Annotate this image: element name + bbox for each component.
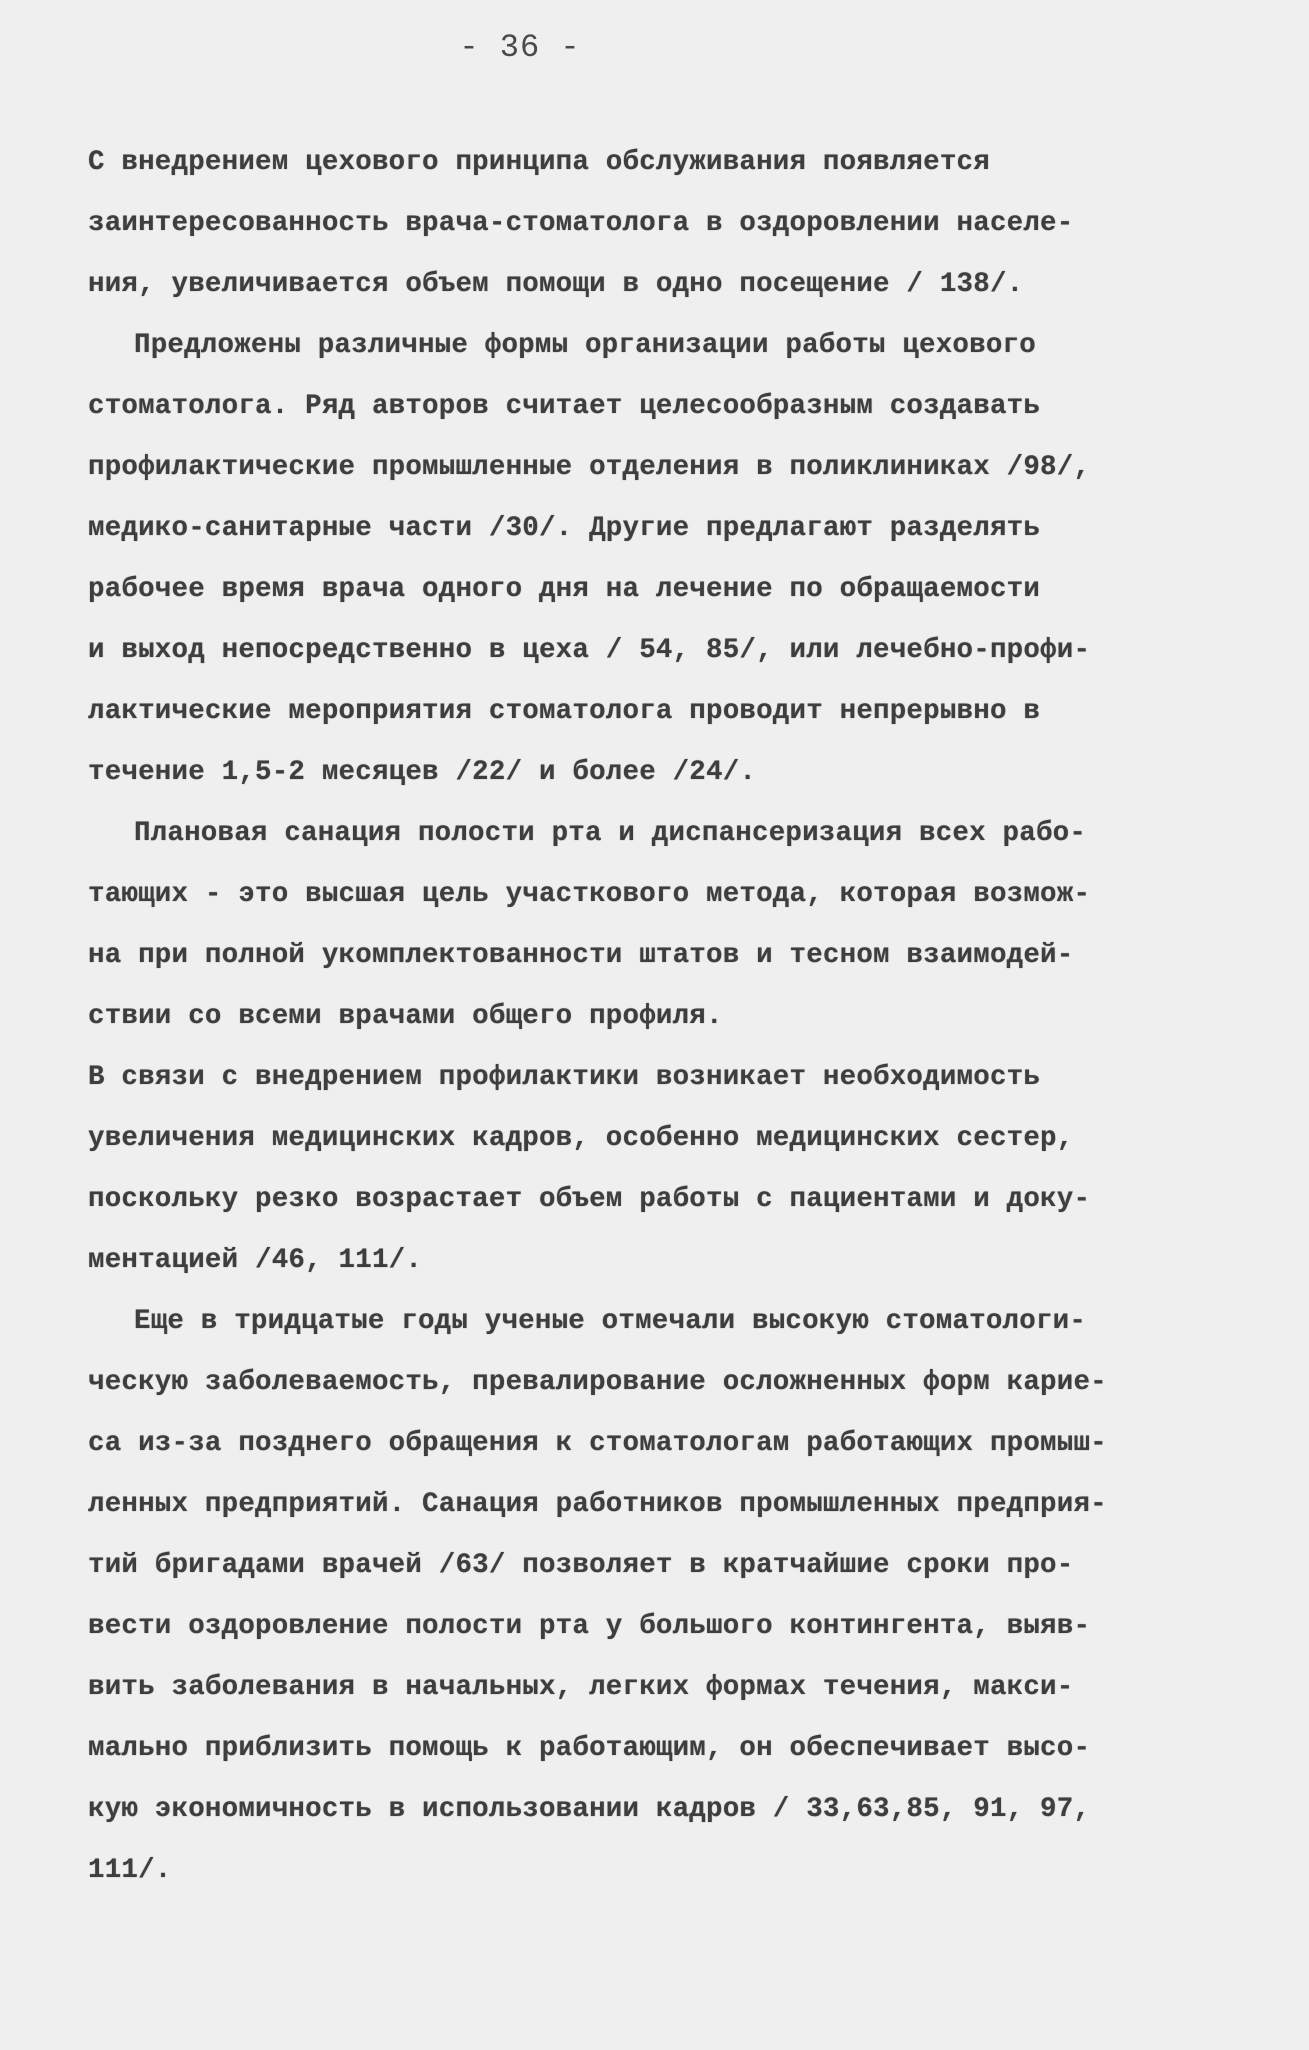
text-line: ленных предприятий. Санация работников промышленных предприя-	[88, 1489, 1107, 1520]
text-line: вить заболевания в начальных, легких формах течения, макси-	[88, 1672, 1074, 1703]
text-line: лактические мероприятия стоматолога проводит непрерывно в	[88, 696, 1041, 727]
text-line: стоматолога. Ряд авторов считает целесообразным создавать	[88, 391, 1041, 422]
text-line: мально приблизить помощь к работающим, он обеспечивает высо-	[88, 1733, 1091, 1764]
text-line: и выход непосредственно в цеха / 54, 85/, или лечебно-профи-	[88, 635, 1091, 666]
text-line: Еще в тридцатые годы ученые отмечали высокую стоматологи-	[134, 1306, 1087, 1337]
text-line: кую экономичность в использовании кадров / 33,63,85, 91, 97,	[88, 1794, 1091, 1825]
text-line: на при полной укомплектованности штатов и тесном взаимодей-	[88, 940, 1074, 971]
page-number: - 36 -	[459, 29, 581, 66]
text-line: рабочее время врача одного дня на лечение по обращаемости	[88, 574, 1041, 605]
text-line: тающих - это высшая цель участкового метода, которая возмож-	[88, 879, 1091, 910]
text-line: са из-за позднего обращения к стоматологам работающих промыш-	[88, 1428, 1107, 1459]
text-line: ствии со всеми врачами общего профиля.	[88, 1001, 723, 1032]
text-line: 111/.	[88, 1855, 172, 1886]
text-line: Плановая санация полости рта и диспансеризация всех рабо-	[134, 818, 1087, 849]
text-line: поскольку резко возрастает объем работы с пациентами и доку-	[88, 1184, 1091, 1215]
paragraph	[88, 1047, 1228, 1291]
text-line: С внедрением цехового принципа обслуживания появляется	[88, 147, 990, 178]
text-line: В связи с внедрением профилактики возникает необходимость	[88, 1062, 1041, 1093]
text-line: течение 1,5-2 месяцев /22/ и более /24/.	[88, 757, 757, 788]
body-text	[88, 132, 1228, 1901]
text-line: ческую заболеваемость, превалирование осложненных форм карие-	[88, 1367, 1107, 1398]
paragraph	[88, 1291, 1228, 1901]
text-line: ния, увеличивается объем помощи в одно посещение / 138/.	[88, 269, 1024, 300]
text-line: медико-санитарные части /30/. Другие предлагают разделять	[88, 513, 1041, 544]
text-line: вести оздоровление полости рта у большого контингента, выяв-	[88, 1611, 1091, 1642]
text-line: заинтересованность врача-стоматолога в оздоровлении населе-	[88, 208, 1074, 239]
text-line: увеличения медицинских кадров, особенно медицинских сестер,	[88, 1123, 1074, 1154]
text-line: ментацией /46, 111/.	[88, 1245, 423, 1276]
paragraph	[88, 132, 1228, 315]
paragraph	[88, 315, 1228, 803]
text-line: тий бригадами врачей /63/ позволяет в кратчайшие сроки про-	[88, 1550, 1074, 1581]
paragraph	[88, 803, 1228, 1047]
text-line: Предложены различные формы организации работы цехового	[134, 330, 1036, 361]
text-line: профилактические промышленные отделения в поликлиниках /98/,	[88, 452, 1091, 483]
